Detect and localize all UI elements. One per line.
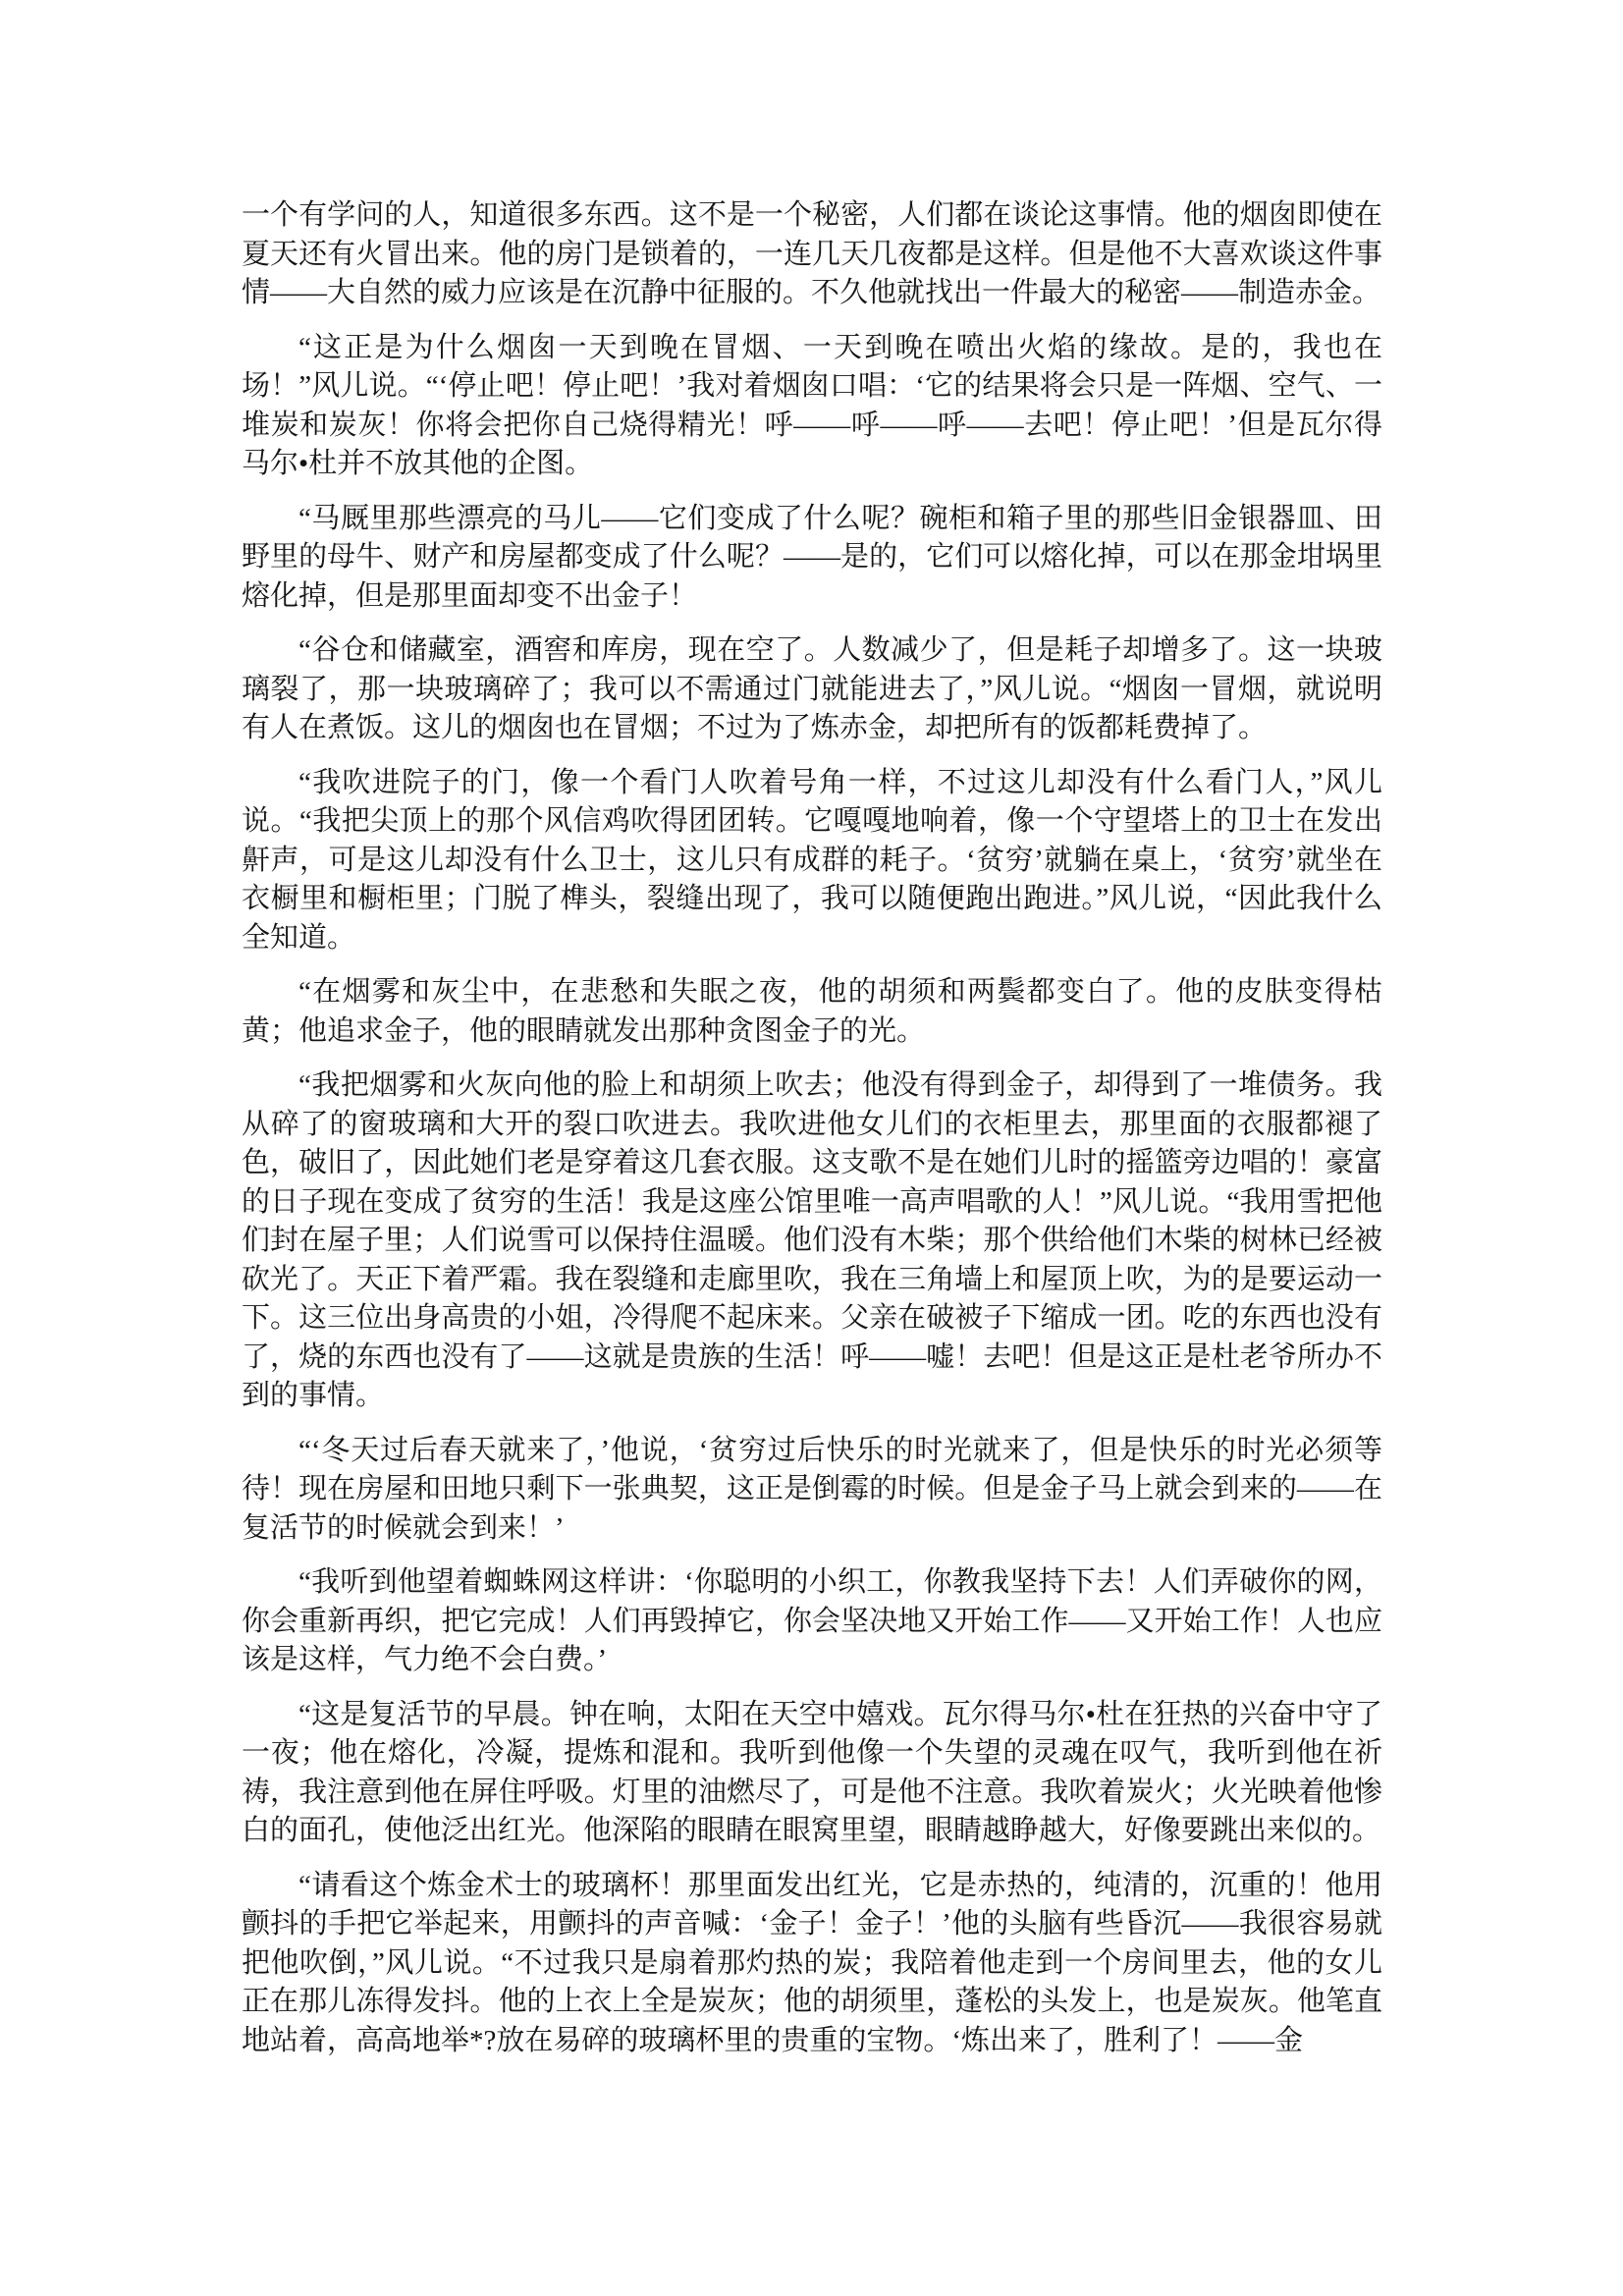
paragraph: “马厩里那些漂亮的马儿——它们变成了什么呢？碗柜和箱子里的那些旧金银器皿、田野里的母牛、财产和房屋都变成了什么呢？——是的，它们可以熔化掉，可以在那金坩埚里熔化掉，但是那里面却变不出金子！ bbox=[242, 502, 1382, 612]
paragraph: “请看这个炼金术士的玻璃杯！那里面发出红光，它是赤热的，纯清的，沉重的！他用颤抖的手把它举起来，用颤抖的声音喊：‘金子！金子！’他的头脑有些昏沉——我很容易就把他吹倒，”风儿说。“不过我只是扇着那灼热的炭；我陪着他走到一个房间里去，他的女儿正在那儿冻得发抖。他的上衣上全是炭灰；他的胡须里，蓬松的头发上，也是炭灰。他笔直地站着，高高地举*?放在易碎的玻璃杯里的贵重的宝物。‘炼出来了，胜利了！——金 bbox=[242, 1869, 1382, 2056]
paragraph: 一个有学问的人，知道很多东西。这不是一个秘密，人们都在谈论这事情。他的烟囱即使在夏天还有火冒出来。他的房门是锁着的，一连几天几夜都是这样。但是他不大喜欢谈这件事情——大自然的威力应该是在沉静中征服的。不久他就找出一件最大的秘密——制造赤金。 bbox=[242, 199, 1382, 308]
text-block bbox=[242, 196, 1382, 2076]
paragraph: “我吹进院子的门，像一个看门人吹着号角一样，不过这儿却没有什么看门人，”风儿说。“我把尖顶上的那个风信鸡吹得团团转。它嘎嘎地响着，像一个守望塔上的卫士在发出鼾声，可是这儿却没有什么卫士，这儿只有成群的耗子。‘贫穷’就躺在桌上，‘贫穷’就坐在衣橱里和橱柜里；门脱了榫头，裂缝出现了，我可以随便跑出跑进。”风儿说，“因此我什么全知道。 bbox=[242, 766, 1382, 954]
paragraph: “谷仓和储藏室，酒窖和库房，现在空了。人数减少了，但是耗子却增多了。这一块玻璃裂了，那一块玻璃碎了；我可以不需通过门就能进去了，”风儿说。“烟囱一冒烟，就说明有人在煮饭。这儿的烟囱也在冒烟；不过为了炼赤金，却把所有的饭都耗费掉了。 bbox=[242, 634, 1382, 743]
paragraph: “这是复活节的早晨。钟在响，太阳在天空中嬉戏。瓦尔得马尔•杜在狂热的兴奋中守了一夜；他在熔化，冷凝，提炼和混和。我听到他像一个失望的灵魂在叹气，我听到他在祈祷，我注意到他在屏住呼吸。灯里的油燃尽了，可是他不注意。我吹着炭火；火光映着他惨白的面孔，使他泛出红光。他深陷的眼睛在眼窝里望，眼睛越睁越大，好像要跳出来似的。 bbox=[242, 1698, 1382, 1846]
paragraph: “在烟雾和灰尘中，在悲愁和失眠之夜，他的胡须和两鬓都变白了。他的皮肤变得枯黄；他追求金子，他的眼睛就发出那种贪图金子的光。 bbox=[242, 976, 1382, 1047]
paragraph: “我把烟雾和火灰向他的脸上和胡须上吹去；他没有得到金子，却得到了一堆债务。我从碎了的窗玻璃和大开的裂口吹进去。我吹进他女儿们的衣柜里去，那里面的衣服都褪了色，破旧了，因此她们老是穿着这几套衣服。这支歌不是在她们儿时的摇篮旁边唱的！豪富的日子现在变成了贫穷的生活！我是这座公馆里唯一高声唱歌的人！”风儿说。“我用雪把他们封在屋子里；人们说雪可以保持住温暖。他们没有木柴；那个供给他们木柴的树林已经被砍光了。天正下着严霜。我在裂缝和走廊里吹，我在三角墙上和屋顶上吹，为的是要运动一下。这三位出身高贵的小姐，冷得爬不起床来。父亲在破被子下缩成一团。吃的东西也没有了，烧的东西也没有了——这就是贵族的生活！呼——嘘！去吧！但是这正是杜老爷所办不到的事情。 bbox=[242, 1069, 1382, 1411]
paragraph: “这正是为什么烟囱一天到晚在冒烟、一天到晚在喷出火焰的缘故。是的，我也在场！”风儿说。“‘停止吧！停止吧！’我对着烟囱口唱：‘它的结果将会只是一阵烟、空气、一堆炭和炭灰！你将会把你自己烧得精光！呼——呼——呼——去吧！停止吧！’但是瓦尔得马尔•杜并不放其他的企图。 bbox=[242, 331, 1382, 479]
paragraph: “我听到他望着蜘蛛网这样讲：‘你聪明的小织工，你教我坚持下去！人们弄破你的网，你会重新再织，把它完成！人们再毁掉它，你会坚决地又开始工作——又开始工作！人也应该是这样，气力绝不会白费。’ bbox=[242, 1566, 1382, 1675]
paragraph: “‘冬天过后春天就来了，’他说，‘贫穷过后快乐的时光就来了，但是快乐的时光必须等待！现在房屋和田地只剩下一张典契，这正是倒霉的时候。但是金子马上就会到来的——在复活节的时候就会到来！’ bbox=[242, 1434, 1382, 1544]
